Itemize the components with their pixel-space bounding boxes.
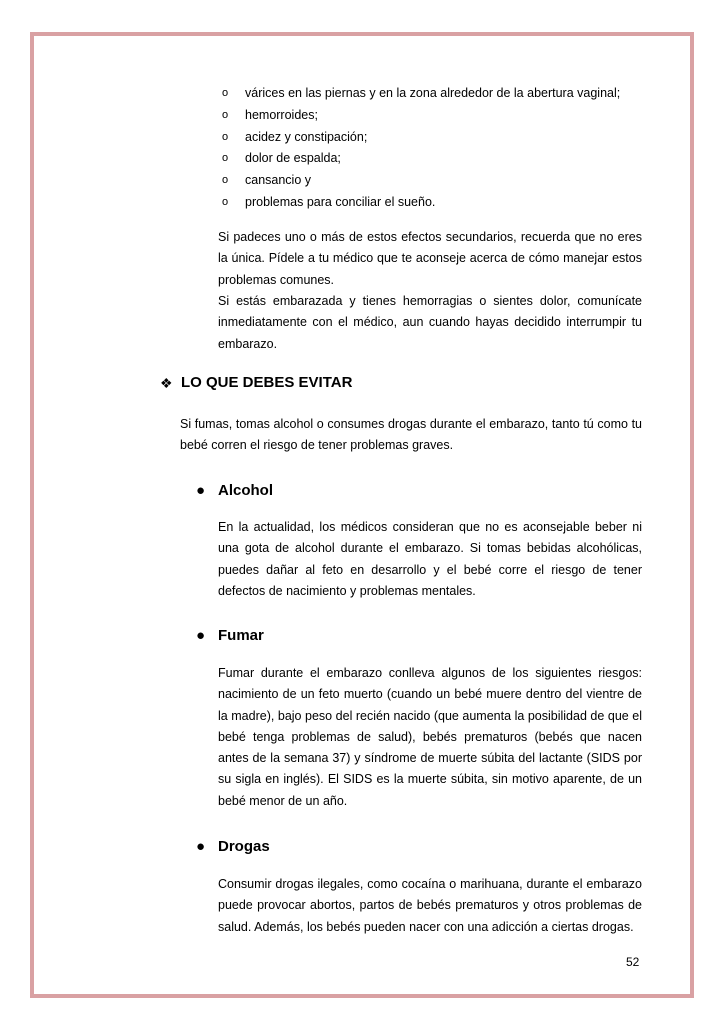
list-item: várices en las piernas y en la zona alrededor de la abertura vaginal; <box>245 86 621 100</box>
list-item: acidez y constipación; <box>245 130 368 144</box>
diamond-bullet-icon: ❖ <box>160 375 173 391</box>
bullet-dot-icon: ● <box>196 627 206 644</box>
sub-bullet-icon: o <box>222 152 229 164</box>
section-intro: Si fumas, tomas alcohol o consumes drogas durante el embarazo, tanto tú como tu bebé corren el riesgo de tener problemas graves. <box>180 417 642 453</box>
subsection-text: En la actualidad, los médicos consideran que no es aconsejable beber ni una gota de alcohol durante el embarazo. Si tomas bebidas alcohólicas, puedes dañar al feto en desarrollo y el bebé corre el riesgo de tener defectos de nacimiento y problemas mentales. <box>218 520 642 598</box>
list-item: dolor de espalda; <box>245 151 341 165</box>
bullet-dot-icon: ● <box>196 838 206 855</box>
sub-bullet-icon: o <box>222 196 229 208</box>
section-heading: LO QUE DEBES EVITAR <box>181 374 353 391</box>
subsection-text: Fumar durante el embarazo conlleva algunos de los siguientes riesgos: nacimiento de un feto muerto (cuando un bebé muere dentro del vientre de la madre), bajo peso del recién nacido (que aumenta la posibilidad de que el bebé tenga problemas de salud), bebés prematuros (bebés que nacen antes de la semana 37) y síndrome de muerte súbita del lactante (SIDS por su sigla en inglés). El SIDS es la muerte súbita, sin motivo aparente, de un bebé menor de un año. <box>218 666 642 808</box>
sub-bullet-icon: o <box>222 131 229 143</box>
list-item: hemorroides; <box>245 108 318 122</box>
subsection-text: Consumir drogas ilegales, como cocaína o marihuana, durante el embarazo puede provocar abortos, partos de bebés prematuros y otros problemas de salud. Además, los bebés pueden nacer con una adicción a ciertas drogas. <box>218 877 642 934</box>
list-item: cansancio y <box>245 173 312 187</box>
page-frame-border <box>30 32 694 998</box>
subsection-heading: Fumar <box>218 627 264 644</box>
subsection-heading: Drogas <box>218 838 270 855</box>
sub-bullet-icon: o <box>222 109 229 121</box>
sub-bullet-icon: o <box>222 174 229 186</box>
sub-bullet-icon: o <box>222 87 229 99</box>
bullet-dot-icon: ● <box>196 482 206 499</box>
list-item: problemas para conciliar el sueño. <box>245 195 436 209</box>
body-paragraph: Si estás embarazada y tienes hemorragias o sientes dolor, comunícate inmediatamente con el médico, aun cuando hayas decidido interrumpir tu embarazo. <box>218 294 642 351</box>
page-number: 52 <box>626 955 640 969</box>
subsection-heading: Alcohol <box>218 482 273 499</box>
body-paragraph: Si padeces uno o más de estos efectos secundarios, recuerda que no eres la única. Pídele a tu médico que te aconseje acerca de cómo manejar estos problemas comunes. <box>218 230 642 287</box>
